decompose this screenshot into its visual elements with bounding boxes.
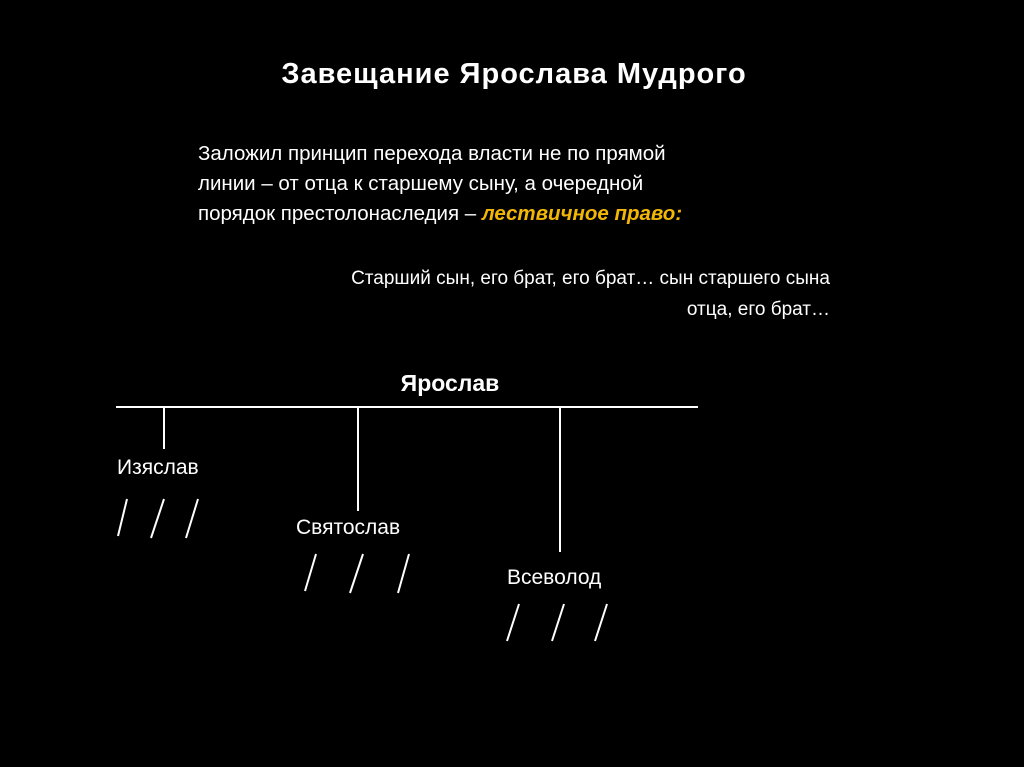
intro-line-2: линии – от отца к старшему сыну, а очередной: [198, 172, 644, 195]
slash-mark: [552, 604, 564, 641]
descendant-slashes-vsevolod: [507, 604, 607, 641]
slash-mark: [151, 499, 164, 538]
intro-line-3-prefix: порядок престолонаследия –: [198, 202, 482, 225]
note-line-1: Старший сын, его брат, его брат… сын старшего сына: [351, 268, 830, 289]
child-label-izyaslav: Изяслав: [117, 456, 199, 479]
descendant-slashes-svyatoslav: [305, 554, 409, 593]
intro-line-1: Заложил принцип перехода власти не по прямой: [198, 142, 666, 165]
slash-mark: [398, 554, 409, 593]
slash-mark: [350, 554, 363, 593]
note-line-2: отца, его брат…: [686, 299, 830, 320]
slash-mark: [507, 604, 519, 641]
slash-mark: [305, 554, 316, 591]
slash-mark: [186, 499, 198, 538]
descendant-slashes-izyaslav: [118, 499, 198, 538]
highlight-term: лествичное право:: [481, 202, 683, 225]
slash-mark: [118, 499, 127, 536]
root-node-label: Ярослав: [400, 370, 500, 396]
slide-title: Завещание Ярослава Мудрого: [281, 58, 747, 90]
child-label-svyatoslav: Святослав: [296, 516, 401, 539]
child-label-vsevolod: Всеволод: [507, 566, 602, 589]
slash-mark: [595, 604, 607, 641]
